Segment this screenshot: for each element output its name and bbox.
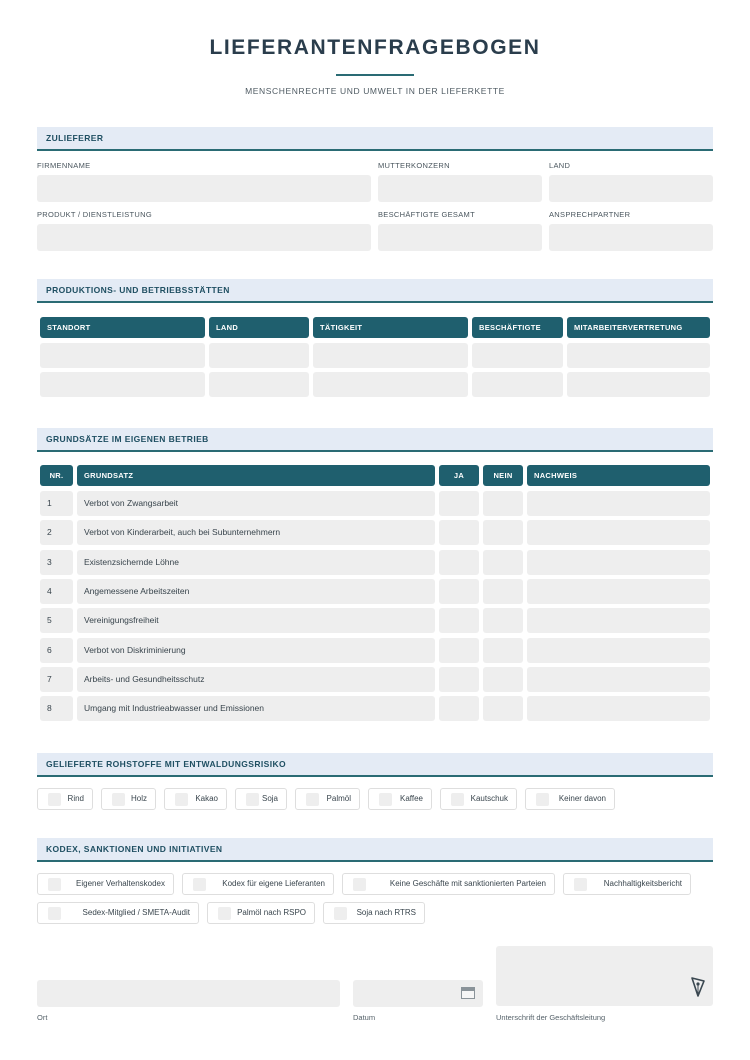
principles-col-principle: GRUNDSATZ	[77, 465, 435, 486]
principle-nr: 4	[40, 579, 73, 604]
sites-cell-employees[interactable]	[472, 372, 563, 397]
parent-label: MUTTERKONZERN	[378, 161, 450, 170]
principle-no-cell[interactable]	[483, 579, 523, 604]
principle-nr: 8	[40, 696, 73, 721]
principle-text: Verbot von Kinderarbeit, auch bei Subunternehmern	[77, 520, 435, 545]
principle-nr: 5	[40, 608, 73, 633]
principle-text: Existenzsichernde Löhne	[77, 550, 435, 575]
checkbox[interactable]	[48, 878, 61, 891]
product-field[interactable]	[37, 224, 371, 251]
principle-evidence-cell[interactable]	[527, 579, 710, 604]
commodity-option-none[interactable]: Keiner davon	[525, 788, 615, 810]
checkbox[interactable]	[451, 793, 464, 806]
commodity-option-palm-oil[interactable]: Palmöl	[295, 788, 360, 810]
section-heading-sites: PRODUKTIONS- UND BETRIEBSSTÄTTEN	[37, 279, 713, 303]
checkbox[interactable]	[48, 793, 61, 806]
code-option-rtrs[interactable]: Soja nach RTRS	[323, 902, 425, 924]
place-field[interactable]	[37, 980, 340, 1007]
principle-evidence-cell[interactable]	[527, 550, 710, 575]
section-heading-commodities: GELIEFERTE ROHSTOFFE MIT ENTWALDUNGSRISIKO	[37, 753, 713, 777]
principle-yes-cell[interactable]	[439, 696, 479, 721]
page-subtitle: MENSCHENRECHTE UND UMWELT IN DER LIEFERKETTE	[245, 86, 505, 96]
sites-col-location: STANDORT	[40, 317, 205, 338]
code-option-sanctions[interactable]: Keine Geschäfte mit sanktionierten Parteien	[342, 873, 555, 895]
checkbox[interactable]	[246, 793, 259, 806]
principle-yes-cell[interactable]	[439, 638, 479, 663]
principle-yes-cell[interactable]	[439, 550, 479, 575]
principle-no-cell[interactable]	[483, 667, 523, 692]
principle-yes-cell[interactable]	[439, 491, 479, 516]
code-option-sedex[interactable]: Sedex-Mitglied / SMETA-Audit	[37, 902, 199, 924]
company-label: FIRMENNAME	[37, 161, 91, 170]
place-label: Ort	[37, 1013, 48, 1022]
commodity-option-coffee[interactable]: Kaffee	[368, 788, 432, 810]
signature-field[interactable]	[496, 946, 713, 1006]
principle-yes-cell[interactable]	[439, 608, 479, 633]
principle-yes-cell[interactable]	[439, 579, 479, 604]
principles-col-evidence: NACHWEIS	[527, 465, 710, 486]
principles-col-yes: JA	[439, 465, 479, 486]
commodity-option-cocoa[interactable]: Kakao	[164, 788, 227, 810]
commodity-option-wood[interactable]: Holz	[101, 788, 156, 810]
principle-no-cell[interactable]	[483, 491, 523, 516]
parent-field[interactable]	[378, 175, 542, 202]
principle-yes-cell[interactable]	[439, 520, 479, 545]
checkbox[interactable]	[353, 878, 366, 891]
principle-nr: 1	[40, 491, 73, 516]
checkbox[interactable]	[334, 907, 347, 920]
code-option-rspo[interactable]: Palmöl nach RSPO	[207, 902, 315, 924]
principle-evidence-cell[interactable]	[527, 608, 710, 633]
section-heading-principles: GRUNDSÄTZE IM EIGENEN BETRIEB	[37, 428, 713, 452]
employees-label: BESCHÄFTIGTE GESAMT	[378, 210, 475, 219]
signature-label: Unterschrift der Geschäftsleitung	[496, 1013, 606, 1022]
checkbox[interactable]	[218, 907, 231, 920]
principle-text: Umgang mit Industrieabwasser und Emissionen	[77, 696, 435, 721]
sites-col-activity: TÄTIGKEIT	[313, 317, 468, 338]
checkbox[interactable]	[574, 878, 587, 891]
product-label: PRODUKT / DIENSTLEISTUNG	[37, 210, 152, 219]
sites-cell-location[interactable]	[40, 343, 205, 368]
principle-text: Vereinigungsfreiheit	[77, 608, 435, 633]
sites-cell-location[interactable]	[40, 372, 205, 397]
checkbox[interactable]	[536, 793, 549, 806]
sites-col-employees: BESCHÄFTIGTE	[472, 317, 563, 338]
sites-cell-country[interactable]	[209, 343, 309, 368]
contact-field[interactable]	[549, 224, 713, 251]
principle-nr: 2	[40, 520, 73, 545]
section-heading-supplier: ZULIEFERER	[37, 127, 713, 151]
principle-evidence-cell[interactable]	[527, 696, 710, 721]
code-option-own-code[interactable]: Eigener Verhaltenskodex	[37, 873, 174, 895]
page-title: LIEFERANTENFRAGEBOGEN	[209, 36, 541, 59]
employees-field[interactable]	[378, 224, 542, 251]
sites-cell-representation[interactable]	[567, 343, 710, 368]
checkbox[interactable]	[48, 907, 61, 920]
checkbox[interactable]	[306, 793, 319, 806]
principle-evidence-cell[interactable]	[527, 491, 710, 516]
commodity-option-soy[interactable]: Soja	[235, 788, 287, 810]
principle-nr: 3	[40, 550, 73, 575]
checkbox[interactable]	[379, 793, 392, 806]
sites-col-representation: MITARBEITERVERTRETUNG	[567, 317, 710, 338]
sites-cell-representation[interactable]	[567, 372, 710, 397]
date-label: Datum	[353, 1013, 376, 1022]
contact-label: ANSPRECHPARTNER	[549, 210, 631, 219]
checkbox[interactable]	[112, 793, 125, 806]
principle-text: Arbeits- und Gesundheitsschutz	[77, 667, 435, 692]
principle-evidence-cell[interactable]	[527, 520, 710, 545]
code-option-supplier-code[interactable]: Kodex für eigene Lieferanten	[182, 873, 334, 895]
country-label: LAND	[549, 161, 571, 170]
principle-no-cell[interactable]	[483, 638, 523, 663]
principles-col-no: NEIN	[483, 465, 523, 486]
pen-nib-icon	[690, 976, 706, 998]
title-divider	[336, 74, 414, 76]
principle-text: Angemessene Arbeitszeiten	[77, 579, 435, 604]
principle-evidence-cell[interactable]	[527, 667, 710, 692]
code-option-sustainability-report[interactable]: Nachhaltigkeitsbericht	[563, 873, 691, 895]
commodity-option-beef[interactable]: Rind	[37, 788, 93, 810]
section-heading-codes: KODEX, SANKTIONEN UND INITIATIVEN	[37, 838, 713, 862]
principle-no-cell[interactable]	[483, 550, 523, 575]
principle-nr: 7	[40, 667, 73, 692]
principle-text: Verbot von Zwangsarbeit	[77, 491, 435, 516]
principle-no-cell[interactable]	[483, 608, 523, 633]
principle-text: Verbot von Diskriminierung	[77, 638, 435, 663]
sites-cell-country[interactable]	[209, 372, 309, 397]
principle-nr: 6	[40, 638, 73, 663]
principle-evidence-cell[interactable]	[527, 638, 710, 663]
sites-cell-activity[interactable]	[313, 343, 468, 368]
commodity-option-rubber[interactable]: Kautschuk	[440, 788, 517, 810]
company-field[interactable]	[37, 175, 371, 202]
sites-cell-activity[interactable]	[313, 372, 468, 397]
sites-cell-employees[interactable]	[472, 343, 563, 368]
principle-no-cell[interactable]	[483, 696, 523, 721]
checkbox[interactable]	[175, 793, 188, 806]
country-field[interactable]	[549, 175, 713, 202]
sites-col-country: LAND	[209, 317, 309, 338]
principle-no-cell[interactable]	[483, 520, 523, 545]
principle-yes-cell[interactable]	[439, 667, 479, 692]
principles-col-nr: NR.	[40, 465, 73, 486]
calendar-icon[interactable]	[461, 987, 475, 999]
checkbox[interactable]	[193, 878, 206, 891]
